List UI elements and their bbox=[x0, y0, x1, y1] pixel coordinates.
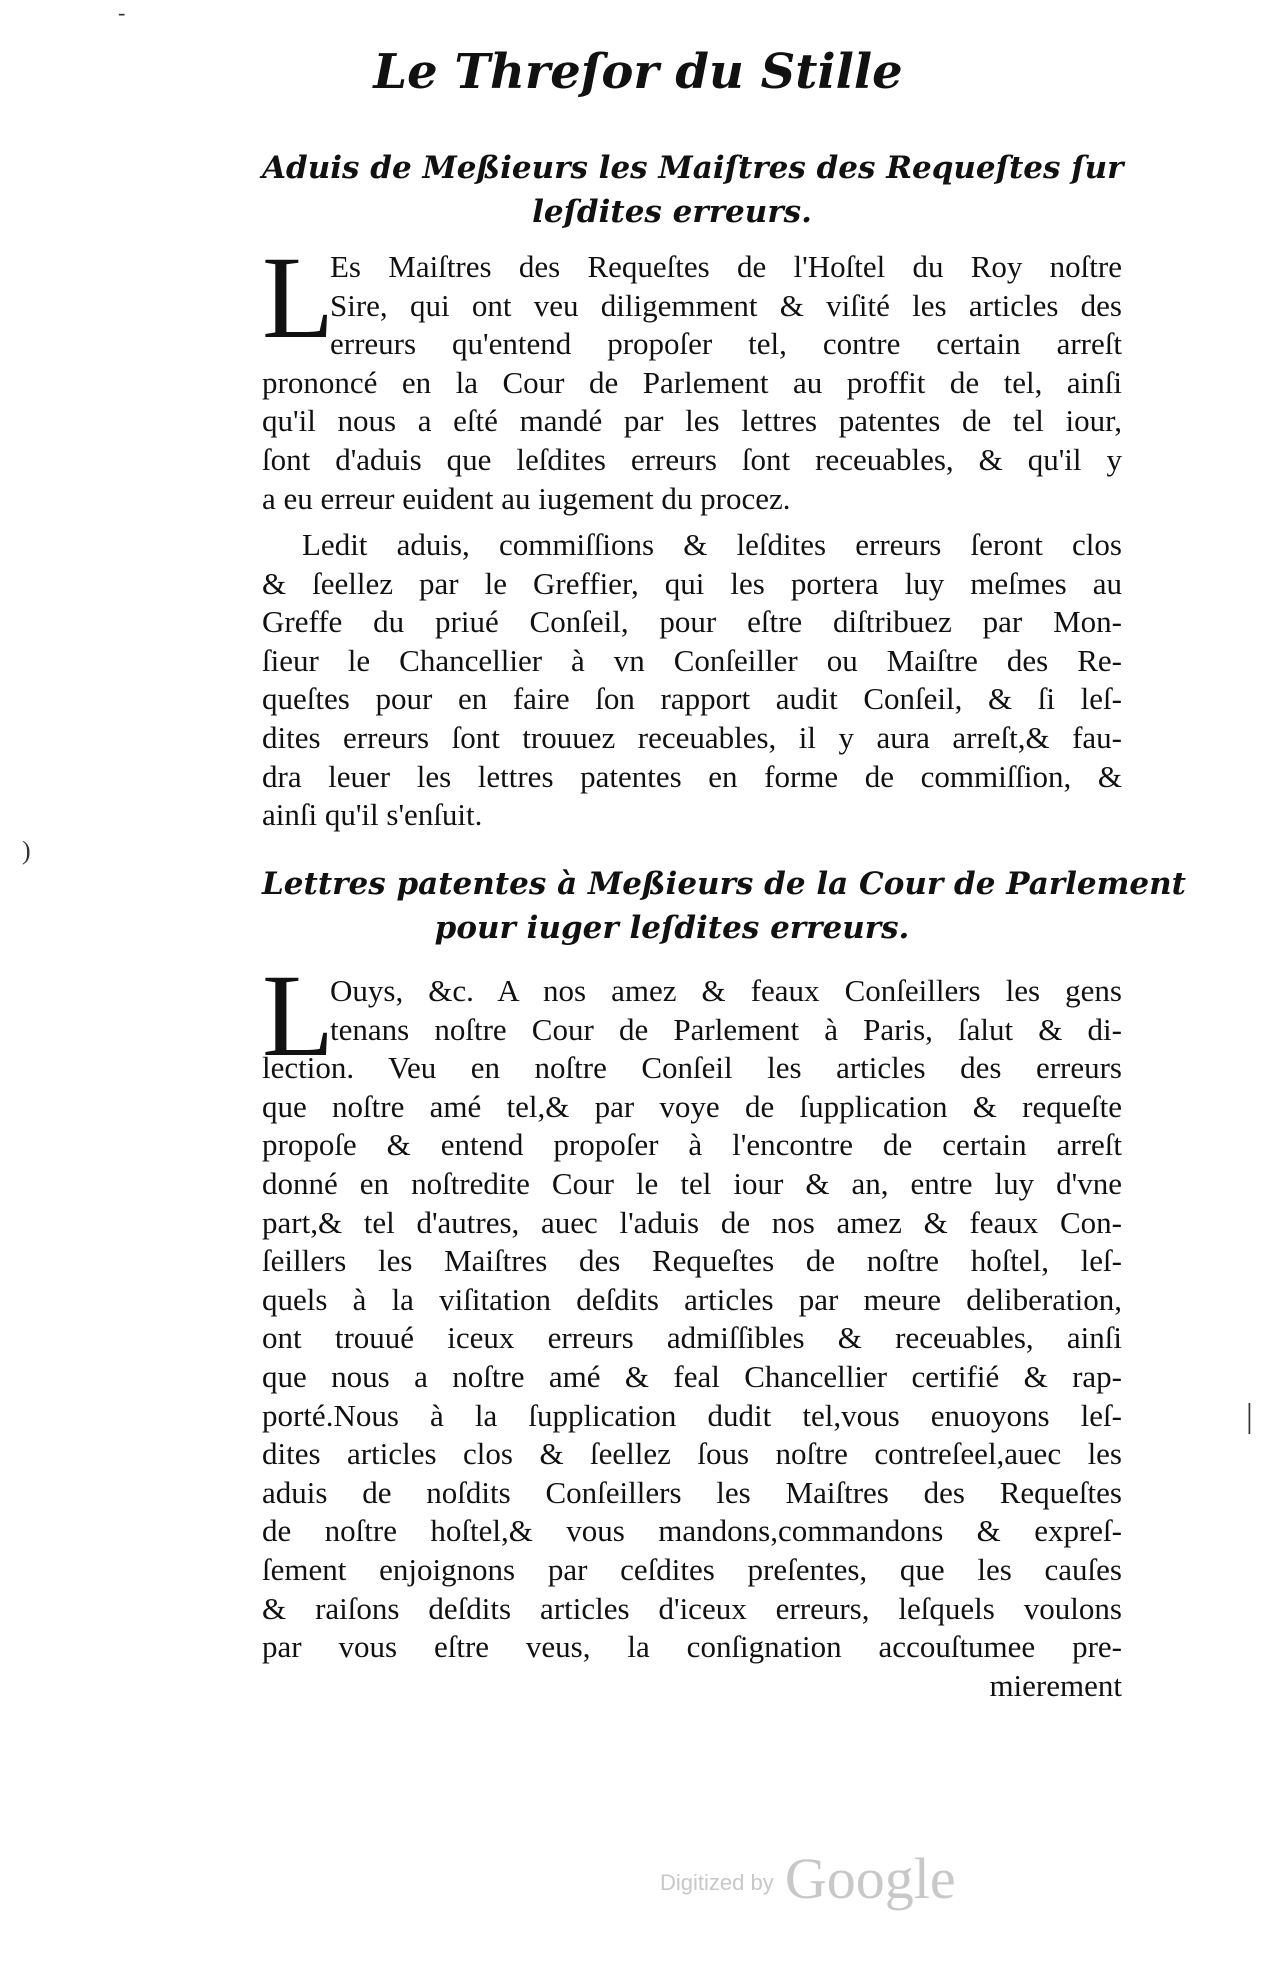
text-line: prononcé en la Cour de Parlement au proffit de tel, ainſi bbox=[262, 364, 1122, 400]
text-line: donné en noſtredite Cour le tel iour & an, entre luy d'vne bbox=[262, 1165, 1122, 1201]
section-title-line: leſdites erreurs. bbox=[532, 194, 812, 230]
text-line: dites articles clos & ſeellez ſous noſtre contreſeel,auec les bbox=[262, 1436, 1122, 1472]
text-line: part,& tel d'autres, auec l'aduis de nos amez & feaux Con- bbox=[262, 1204, 1122, 1240]
text-line: dites erreurs ſont trouuez receuables, il y aura arreſt,& fau- bbox=[262, 719, 1122, 755]
section-title-line: Aduis de Meßieurs les Maiſtres des Requeſtes ſur bbox=[262, 150, 1124, 186]
text-line: qu'il nous a eſté mandé par les lettres patentes de tel iour, bbox=[262, 403, 1122, 439]
scan-mark: | bbox=[1246, 1398, 1253, 1435]
text-line: ſieur le Chancellier à vn Conſeiller ou Maiſtre des Re- bbox=[262, 642, 1122, 678]
section-title-line: Lettres patentes à Meßieurs de la Cour de Parlement bbox=[262, 866, 1187, 902]
text-line: ſeillers les Maiſtres des Requeſtes de noſtre hoſtel, leſ- bbox=[262, 1243, 1122, 1279]
text-line: queſtes pour en faire ſon rapport audit Conſeil, & ſi leſ- bbox=[262, 681, 1122, 717]
text-line: ont trouué iceux erreurs admiſſibles & receuables, ainſi bbox=[262, 1320, 1122, 1356]
text-line: quels à la viſitation deſdits articles par meure deliberation, bbox=[262, 1281, 1122, 1317]
google-logo: Google bbox=[784, 1846, 956, 1911]
text-line: Ouys, &c. A nos amez & feaux Conſeillers les gens bbox=[330, 973, 1122, 1008]
text-line: Ledit aduis, commiſſions & leſdites erreurs ſeront clos bbox=[302, 527, 1122, 562]
paragraph-ledit-aduis bbox=[262, 526, 1122, 835]
text-line: propoſe & entend propoſer à l'encontre de certain arreſt bbox=[262, 1127, 1122, 1163]
text-line: de noſtre hoſtel,& vous mandons,commandons & expreſ- bbox=[262, 1513, 1122, 1549]
drop-cap: L bbox=[262, 232, 335, 363]
text-line: erreurs qu'entend propoſer tel, contre certain arreſt bbox=[330, 326, 1122, 362]
scan-mark: - bbox=[118, 0, 126, 25]
section-title-line: pour iuger leſdites erreurs. bbox=[434, 910, 910, 946]
text-line: a eu erreur euident au iugement du procez. bbox=[262, 480, 791, 516]
text-line: Sire, qui ont veu diligemment & viſité les articles des bbox=[330, 287, 1122, 323]
paragraph-louys bbox=[262, 972, 1122, 1705]
text-line: par vous eſtre veus, la conſignation accouſtumee pre- bbox=[262, 1629, 1122, 1665]
catchword: mierement bbox=[989, 1667, 1122, 1703]
text-line: ainſi qu'il s'enſuit. bbox=[262, 797, 483, 833]
text-line: tenans noſtre Cour de Parlement à Paris, ſalut & di- bbox=[330, 1011, 1122, 1047]
text-line: Es Maiſtres des Requeſtes de l'Hoſtel du Roy noſtre bbox=[330, 249, 1122, 284]
running-head: Le Threſor du Stille bbox=[373, 44, 903, 100]
scan-mark: ) bbox=[22, 836, 31, 865]
section-title-aduis bbox=[262, 146, 1124, 234]
digitized-by-google-watermark bbox=[660, 1845, 956, 1912]
section-title-lettres-patentes bbox=[262, 862, 1187, 950]
text-line: Greffe du priué Conſeil, pour eſtre diſtribuez par Mon- bbox=[262, 604, 1122, 640]
text-line: & raiſons deſdits articles d'iceux erreurs, leſquels voulons bbox=[262, 1590, 1122, 1626]
text-line: que nous a noſtre amé & feal Chancellier certifié & rap- bbox=[262, 1358, 1122, 1394]
text-line: lection. Veu en noſtre Conſeil les articles des erreurs bbox=[262, 1050, 1122, 1086]
text-line: dra leuer les lettres patentes en forme de commiſſion, & bbox=[262, 758, 1122, 794]
drop-cap: L bbox=[262, 950, 335, 1081]
text-line: aduis de noſdits Conſeillers les Maiſtres des Requeſtes bbox=[262, 1474, 1122, 1510]
paragraph-aduis bbox=[262, 232, 1122, 518]
text-line: que noſtre amé tel,& par voye de ſupplication & requeſte bbox=[262, 1088, 1122, 1124]
text-line: ſement enjoignons par ceſdites preſentes, que les cauſes bbox=[262, 1551, 1122, 1587]
watermark-prefix: Digitized by bbox=[660, 1870, 774, 1895]
text-line: porté.Nous à la ſupplication dudit tel,vous enuoyons leſ- bbox=[262, 1397, 1122, 1433]
text-line: ſont d'aduis que leſdites erreurs ſont receuables, & qu'il y bbox=[262, 441, 1122, 477]
text-line: & ſeellez par le Greffier, qui les portera luy meſmes au bbox=[262, 565, 1122, 601]
